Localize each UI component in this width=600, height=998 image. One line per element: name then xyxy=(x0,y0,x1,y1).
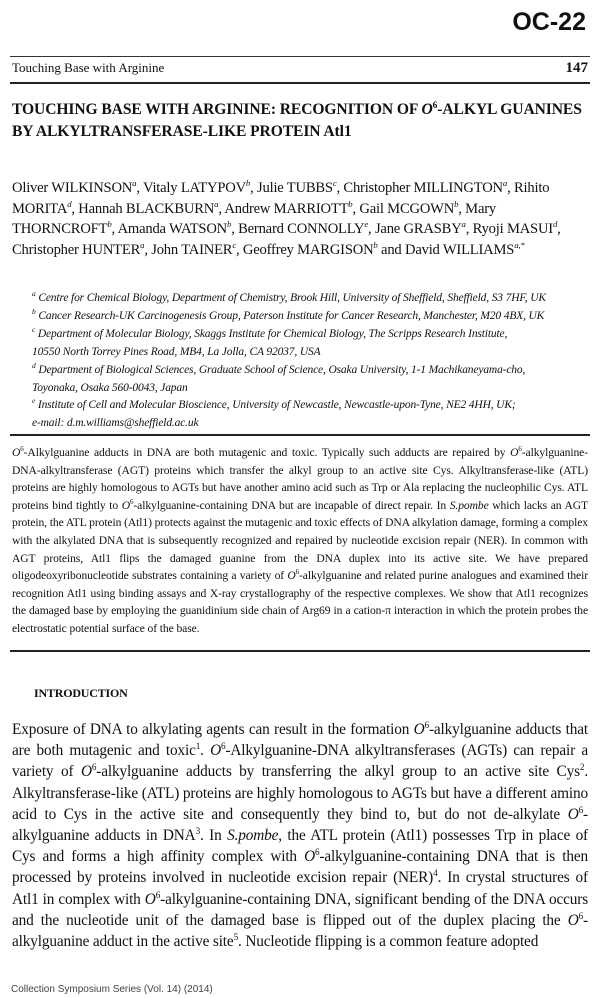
page-number: 147 xyxy=(565,60,588,76)
affiliation-key: c xyxy=(32,324,36,334)
author-name: Julie TUBBS xyxy=(257,180,333,196)
author-affiliation-mark: b xyxy=(227,219,232,230)
title-text: BY ALKYLTRANSFERASE-LIKE PROTEIN Atl1 xyxy=(12,123,352,140)
author-name: Amanda WATSON xyxy=(117,221,228,238)
intro-text: -alkylguanine adducts in DNA xyxy=(12,805,588,845)
author-name: Jane GRASBY xyxy=(374,221,462,238)
author-affiliation-mark: e xyxy=(364,219,369,230)
author-affiliation-mark: a xyxy=(461,219,466,230)
title-o: O xyxy=(421,101,433,118)
header-rule-top xyxy=(10,56,590,57)
author-name: Christopher MILLINGTON xyxy=(343,180,503,196)
intro-text: -alkylguanine adducts by transferring the alkyl group to an active site Cys xyxy=(96,763,580,781)
footer-series: Collection Symposium Series (Vol. 14) (2014) xyxy=(11,984,213,995)
o6-o: O xyxy=(567,911,579,929)
intro-text: -alkylguanine-containing DNA, significant bending of the DNA occurs and the nucleotide unit of the damaged base is flipped out of the duplex placing the xyxy=(12,890,588,929)
author-affiliation-mark: a xyxy=(214,198,219,209)
affiliation-text: e-mail: d.m.williams@sheffield.ac.uk xyxy=(32,417,199,430)
author-separator: , xyxy=(458,200,466,217)
intro-text: -alkylguanine adduct in the active site xyxy=(12,911,588,951)
author-affiliation-mark: d xyxy=(67,198,72,209)
abstract-rule-bottom xyxy=(10,650,590,652)
author-affiliation-mark: a xyxy=(132,178,137,189)
author-separator: , xyxy=(218,200,225,217)
author-affiliation-mark: c xyxy=(232,239,237,250)
author-affiliation-mark: b xyxy=(454,198,459,209)
author-name: Christopher HUNTER xyxy=(12,241,141,258)
abstract-text: which lacks an AGT protein, the ATL protein (Atl1) protects against the mutagenic and toxic effects of DNA alkylation damage, forming a complex with the alkylated DNA that is subsequently recognized and repaired by nucleotide excision repair (NER). In common with AGT proteins, Atl1 flips the damaged guanine from the DNA duplex into its active site. We have prepared oligodeoxyribonucleotide substrates containing a variety of xyxy=(12,498,588,583)
author-separator: , xyxy=(231,221,239,238)
abstract-text: -Alkylguanine adducts in DNA are both mutagenic and toxic. Typically such adducts are repaired by xyxy=(23,446,511,459)
author-name: David WILLIAMS xyxy=(404,241,515,258)
title-text: -ALKYL GUANINES xyxy=(437,101,582,118)
affiliation-text: Department of Molecular Biology, Skaggs Institute for Chemical Biology, The Scripps Research Institute, xyxy=(37,327,508,340)
title-sup: 6 xyxy=(432,100,438,111)
affiliation-line xyxy=(32,326,588,344)
affiliation-text: Cancer Research-UK Carcinogenesis Group, Paterson Institute for Cancer Research, Manchester, M20 4BX, UK xyxy=(38,309,545,322)
affiliation-key: d xyxy=(32,360,36,370)
running-header xyxy=(12,60,588,77)
author-name: Gail MCGOWN xyxy=(359,200,455,217)
intro-text: . In xyxy=(200,827,228,845)
section-heading: INTRODUCTION xyxy=(34,686,128,700)
o6-sup: 6 xyxy=(295,568,300,577)
author-name: Oliver WILKINSON xyxy=(12,180,133,196)
o6-sup: 6 xyxy=(578,910,584,921)
affiliation-line xyxy=(32,308,588,326)
affiliation-text: Centre for Chemical Biology, Department of Chemistry, Brook Hill, University of Sheffield, Sheffield, S3 7HF, UK xyxy=(38,292,546,304)
o6-sup: 6 xyxy=(20,445,24,454)
author-affiliation-mark: b xyxy=(348,198,353,209)
o6-o: O xyxy=(80,763,92,781)
intro-text: . Nucleotide flipping is a common feature adopted xyxy=(238,933,539,951)
author-name: Andrew MARRIOTT xyxy=(224,200,349,217)
author-name: Geoffrey MARGISON xyxy=(242,241,374,258)
author-affiliation-mark: d xyxy=(552,219,558,230)
affiliation-line xyxy=(32,362,588,380)
affiliation-line xyxy=(32,380,588,398)
intro-text: -Alkylguanine-DNA alkyltransferases (AGTs) can repair a variety of xyxy=(12,742,588,781)
o6-sup: 6 xyxy=(578,804,584,815)
citation-ref[interactable]: 2 xyxy=(579,762,585,773)
citation-ref[interactable]: 5 xyxy=(233,931,238,942)
author-name: Hannah BLACKBURN xyxy=(78,200,215,217)
author-affiliation-mark: c xyxy=(332,178,337,189)
abstract-rule-top xyxy=(10,434,590,436)
author-separator: , xyxy=(144,241,152,258)
species-name: S.pombe xyxy=(449,498,489,512)
intro-text: . Alkyltransferase-like (ATL) proteins are highly homologous to AGTs but have a different amino acid to Cys in the active site and consequently they bind to, but do not de-alkylate xyxy=(12,763,588,823)
affiliation-key: e xyxy=(32,396,36,406)
affiliation-text: Toyonaka, Osaka 560-0043, Japan xyxy=(32,381,188,394)
intro-text: . xyxy=(200,742,211,760)
author-separator: , xyxy=(111,221,118,238)
author-name: Bernard CONNOLLY xyxy=(238,221,365,238)
intro-text: -alkylguanine-containing DNA that is then processed by proteins involved in nucleotide excision repair (NER) xyxy=(12,848,588,887)
species-name: S.pombe, xyxy=(227,827,282,845)
author-separator: , xyxy=(352,200,360,217)
o6-o: O xyxy=(121,498,131,512)
affiliation-text: Institute of Cell and Molecular Bioscience, University of Newcastle, Newcastle-upon-Tyne, NE2 4HH, UK; xyxy=(37,399,516,412)
affiliation-line[interactable] xyxy=(32,415,588,433)
o6-sup: 6 xyxy=(91,762,97,773)
author-affiliation-mark: b xyxy=(245,178,251,189)
affiliation-text: 10550 North Torrey Pines Road, MB4, La Jolla, CA 92037, USA xyxy=(32,345,321,358)
affiliations xyxy=(32,290,588,433)
author-affiliation-mark: b xyxy=(373,239,378,250)
citation-ref[interactable]: 1 xyxy=(195,741,201,752)
o6-o: O xyxy=(144,890,156,908)
abstract-text: -alkylguanine-DNA-alkyltransferase (AGT) proteins which transfer the alkyl group to an active site Cys. Alkyltransferase-like (ATL) proteins are highly homologous to AGTs but have another amino acid such as Trp or Ala replacing the nucleophilic Cys. ATL proteins bind tightly to xyxy=(12,446,588,512)
author-affiliation-mark: a,* xyxy=(514,239,525,250)
o6-o: O xyxy=(413,721,425,738)
affiliation-line xyxy=(32,397,588,415)
author-affiliation-mark: a xyxy=(140,239,145,250)
author-separator: , xyxy=(250,180,258,196)
intro-text: the ATL protein (Atl1) possesses Trp in place of Cys and forms a high affinity complex with xyxy=(12,827,589,866)
author-separator: and xyxy=(377,241,405,258)
header-rule-bottom xyxy=(10,82,590,84)
author-separator: , xyxy=(136,180,143,196)
abstract-text: -alkylguanine and related purine analogues and examined their recognition Atl1 using binding assays and X-ray crystallography of the respective complexes. We show that Atl1 recognizes the damaged base by employing the guanidinium side chain of Arg69 in a cation-π interaction in which the protein probes the electrostatic potential surface of the base. xyxy=(12,569,588,635)
title-text: TOUCHING BASE WITH ARGININE: RECOGNITION OF xyxy=(12,101,422,118)
o6-o: O xyxy=(287,569,296,583)
o6-sup: 6 xyxy=(518,445,522,454)
affiliation-line xyxy=(32,290,588,308)
author-separator: , xyxy=(336,180,344,196)
article-title xyxy=(12,99,588,143)
author-name: Mary THORNCROFT xyxy=(12,200,496,238)
intro-text: Exposure of DNA to alkylating agents can result in the formation xyxy=(12,721,414,738)
o6-sup: 6 xyxy=(314,847,320,858)
o6-sup: 6 xyxy=(221,741,226,752)
o6-o: O xyxy=(304,848,315,866)
intro-text: . In crystal structures of Atl1 in complex with xyxy=(12,869,588,908)
abstract xyxy=(12,444,588,638)
author-name: Rihito MORITA xyxy=(12,180,550,217)
author-separator: , xyxy=(465,221,473,238)
affiliation-line xyxy=(32,344,588,362)
citation-ref[interactable]: 4 xyxy=(433,868,438,879)
session-code: OC-22 xyxy=(512,8,586,36)
o6-sup: 6 xyxy=(155,889,161,900)
o6-o: O xyxy=(210,742,221,760)
author-separator: , xyxy=(71,200,79,217)
o6-sup: 6 xyxy=(424,719,429,730)
affiliation-text: Department of Biological Sciences, Graduate School of Science, Osaka University, 1-1 Machikaneyama-cho, xyxy=(38,363,526,376)
running-title: Touching Base with Arginine xyxy=(12,60,165,75)
citation-ref[interactable]: 3 xyxy=(195,825,201,836)
author-name: Vitaly LATYPOV xyxy=(142,180,246,196)
o6-sup: 6 xyxy=(130,497,134,506)
o6-o: O xyxy=(567,805,579,823)
author-separator: , xyxy=(368,221,375,238)
introduction-body xyxy=(12,719,588,952)
abstract-text: -alkylguanine-containing DNA but are incapable of direct repair. In xyxy=(133,498,450,512)
o6-o: O xyxy=(12,446,21,459)
intro-text: -alkylguanine adducts that are both mutagenic and toxic xyxy=(12,721,588,760)
author-name: John TAINER xyxy=(151,241,233,258)
o6-o: O xyxy=(510,446,519,459)
author-separator: , xyxy=(557,221,561,238)
author-separator: , xyxy=(507,180,514,196)
affiliation-key: b xyxy=(32,307,36,317)
author-affiliation-mark: a xyxy=(502,178,508,189)
author-name: Ryoji MASUI xyxy=(472,221,553,238)
author-separator: , xyxy=(236,241,243,258)
author-affiliation-mark: b xyxy=(107,219,112,230)
author-list xyxy=(12,178,588,260)
affiliation-key: a xyxy=(32,289,36,299)
